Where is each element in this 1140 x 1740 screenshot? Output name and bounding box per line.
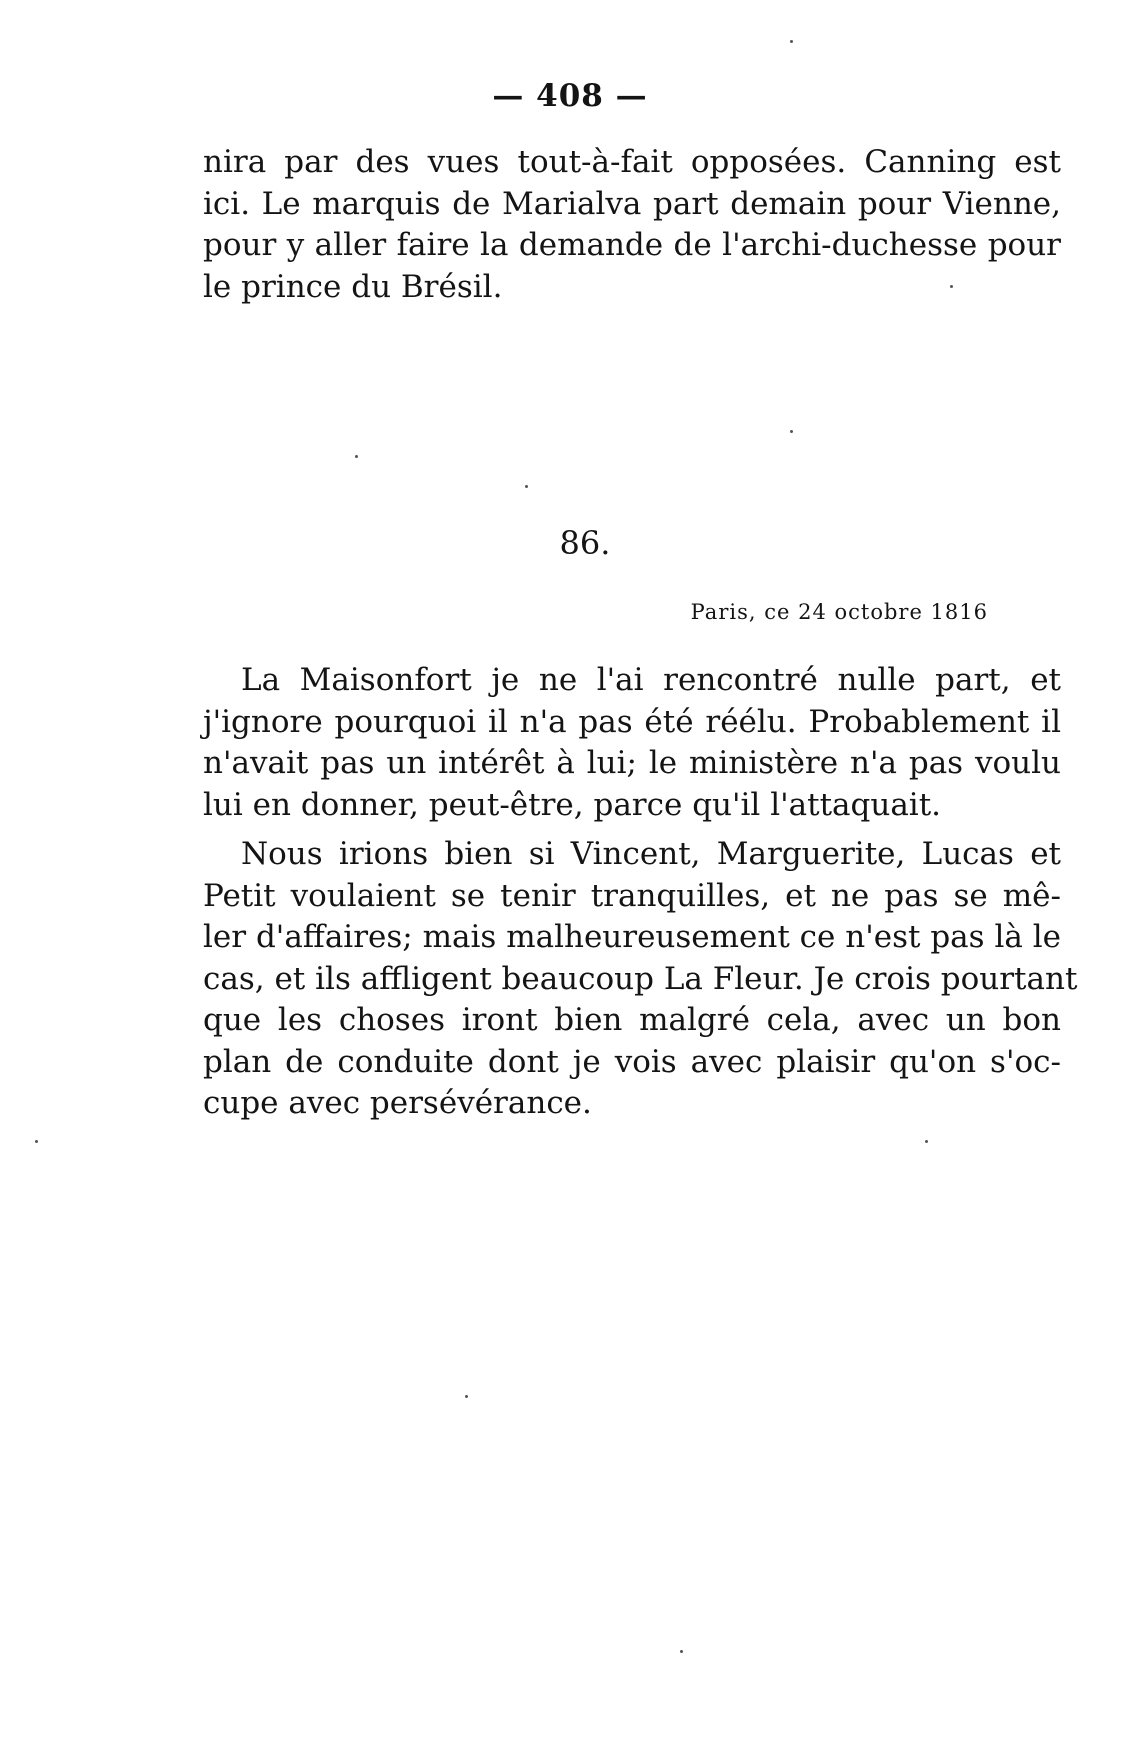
scan-speck	[355, 455, 358, 458]
text-line: Nous irions bien si Vincent, Marguerite, Lucas et	[241, 836, 1061, 872]
letter-paragraph-1	[203, 660, 1061, 826]
text-line: pour y aller faire la demande de l'archi-duchesse pour	[203, 227, 1061, 263]
text-line: plan de conduite dont je vois avec plaisir qu'on s'oc-	[203, 1043, 1061, 1080]
text-line: nira par des vues tout-à-fait opposées. Canning est	[203, 144, 1061, 180]
letter-paragraph-2	[203, 834, 1078, 1125]
text-line: cas, et ils affligent beaucoup La Fleur. Je crois pourtant	[203, 960, 1078, 997]
text-line: lui en donner, peut-être, parce qu'il l'attaquait.	[203, 786, 942, 823]
letter-number: 86.	[559, 524, 611, 562]
scan-speck	[950, 285, 953, 288]
text-line: ler d'affaires; mais malheureusement ce n'est pas là le	[203, 919, 1061, 955]
letter-dateline: Paris, ce 24 octobre 1816	[690, 600, 988, 624]
text-line: que les choses iront bien malgré cela, avec un bon	[203, 1002, 1061, 1038]
text-line: n'avait pas un intérêt à lui; le ministère n'a pas voulu	[203, 745, 1061, 781]
text-line: cupe avec persévérance.	[203, 1085, 592, 1121]
scan-speck	[790, 430, 793, 433]
continuation-paragraph	[203, 142, 1061, 308]
scan-speck	[525, 485, 528, 488]
scan-speck	[790, 40, 793, 43]
page-number: — 408 —	[492, 78, 648, 114]
text-line: j'ignore pourquoi il n'a pas été réélu. Probablement il	[203, 703, 1061, 740]
text-line: La Maisonfort je ne l'ai rencontré nulle part, et	[241, 662, 1061, 698]
scan-speck	[925, 1140, 928, 1143]
text-line: ici. Le marquis de Marialva part demain pour Vienne,	[203, 185, 1061, 222]
scan-speck	[680, 1650, 683, 1653]
text-line: Petit voulaient se tenir tranquilles, et ne pas se mê-	[203, 877, 1061, 914]
scan-speck	[35, 1140, 38, 1143]
scan-speck	[465, 1395, 468, 1398]
text-line: le prince du Brésil.	[203, 268, 503, 305]
